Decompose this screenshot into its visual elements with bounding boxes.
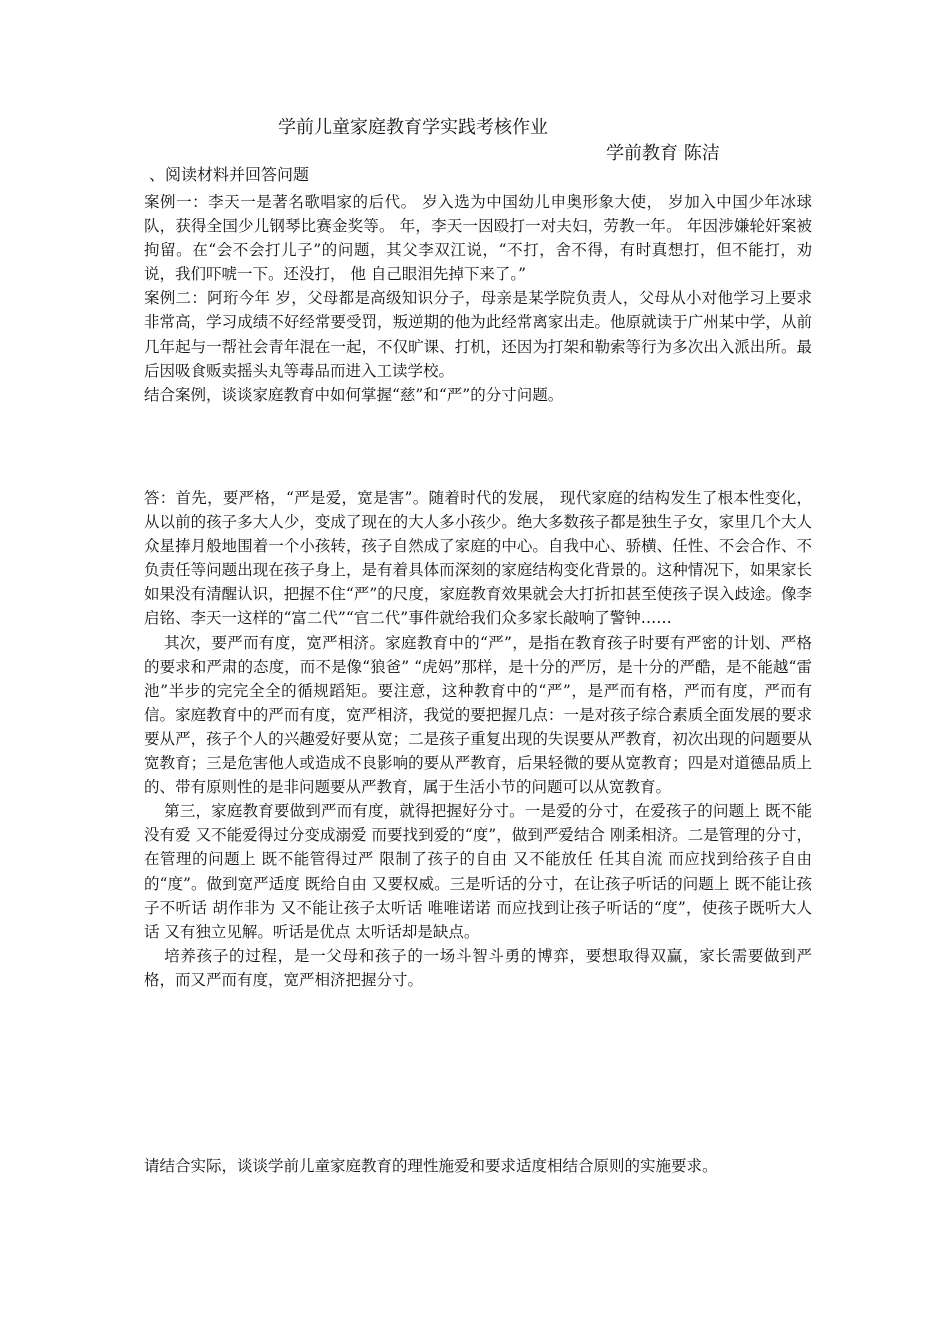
author-line: 学前教育 陈洁 [606,143,720,164]
question-two-block [144,1154,812,1178]
section-heading: 、阅读材料并回答问题 [149,165,310,184]
question-two: 请结合实际，谈谈学前儿童家庭教育的理性施爱和要求适度相结合原则的实施要求。 [144,1157,718,1175]
answer-block [144,486,812,992]
cases-block [144,190,812,407]
answer-paragraph-conclusion: 培养孩子的过程，是一父母和孩子的一场斗智斗勇的博弈，要想取得双赢，家长需要做到严格，而又严而有度，宽严相济把握分寸。 [144,946,812,989]
document-title: 学前儿童家庭教育学实践考核作业 [278,117,548,138]
case-two-paragraph: 案例二：阿珩今年 岁，父母都是高级知识分子，母亲是某学院负责人，父母从小对他学习上要求非常高，学习成绩不好经常要受罚，叛逆期的他为此经常离家出走。他原就读于广州某中学，从前几年起与一帮社会青年混在一起，不仅旷课、打机，还因为打架和勒索等行为多次出入派出所。最后因吸食贩卖摇头丸等毒品而进入工读学校。 [144,289,812,380]
question-one: 结合案例，谈谈家庭教育中如何掌握“慈”和“严”的分寸问题。 [144,385,564,404]
answer-paragraph-first: 答：首先，要严格，“严是爱，宽是害”。随着时代的发展， 现代家庭的结构发生了根本性变化，从以前的孩子多大人少，变成了现在的大人多小孩少。绝大多数孩子都是独生子女，家里几个大人众星捧月般地围着一个小孩转，孩子自然成了家庭的中心。自我中心、骄横、任性、不会合作、不负责任等问题出现在孩子身上，是有着具体而深刻的家庭结构变化背景的。这种情况下，如果家长如果没有清醒认识，把握不住“严”的尺度，家庭教育效果就会大打折扣甚至使孩子误入歧途。像李启铭、李天一这样的“富二代”“官二代”事件就给我们众多家长敲响了警钟…… [144,489,812,628]
case-one-paragraph: 案例一：李天一是著名歌唱家的后代。 岁入选为中国幼儿申奥形象大使， 岁加入中国少年冰球队，获得全国少儿钢琴比赛金奖等。 年，李天一因殴打一对夫妇，劳教一年。 年因涉嫌轮奸案被拘留。在“会不会打儿子”的问题，其父李双江说，“不打，舍不得，有时真想打，但不能打，劝说，我们吓唬一下。还没打， 他 自己眼泪先掉下来了。” [144,193,812,284]
answer-paragraph-third: 第三，家庭教育要做到严而有度，就得把握好分寸。一是爱的分寸，在爱孩子的问题上 既不能没有爱 又不能爱得过分变成溺爱 而要找到爱的“度”，做到严爱结合 刚柔相济。二是管理的分寸，在管理的问题上 既不能管得过严 限制了孩子的自由 又不能放任 任其自流 而应找到给孩子自由的“度”。做到宽严适度 既给自由 又要权威。三是听话的分寸，在让孩子听话的问题上 既不能让孩子不听话 胡作非为 又不能让孩子太听话 唯唯诺诺 而应找到让孩子听话的“度”，使孩子既听大人话 又有独立见解。听话是优点 太听话却是缺点。 [144,802,812,941]
answer-paragraph-second: 其次，要严而有度，宽严相济。家庭教育中的“严”，是指在教育孩子时要有严密的计划、严格的要求和严肃的态度，而不是像“狼爸” “虎妈”那样，是十分的严厉，是十分的严酷，是不能越“雷池”半步的完完全全的循规蹈矩。要注意，这种教育中的“严”，是严而有格，严而有度，严而有信。家庭教育中的严而有度，宽严相济，我觉的要把握几点：一是对孩子综合素质全面发展的要求要从严，孩子个人的兴趣爱好要从宽；二是孩子重复出现的失误要从严教育，初次出现的问题要从宽教育；三是危害他人或造成不良影响的要从严教育，后果轻微的要从宽教育；四是对道德品质上的、带有原则性的是非问题要从严教育，属于生活小节的问题可以从宽教育。 [144,633,812,797]
